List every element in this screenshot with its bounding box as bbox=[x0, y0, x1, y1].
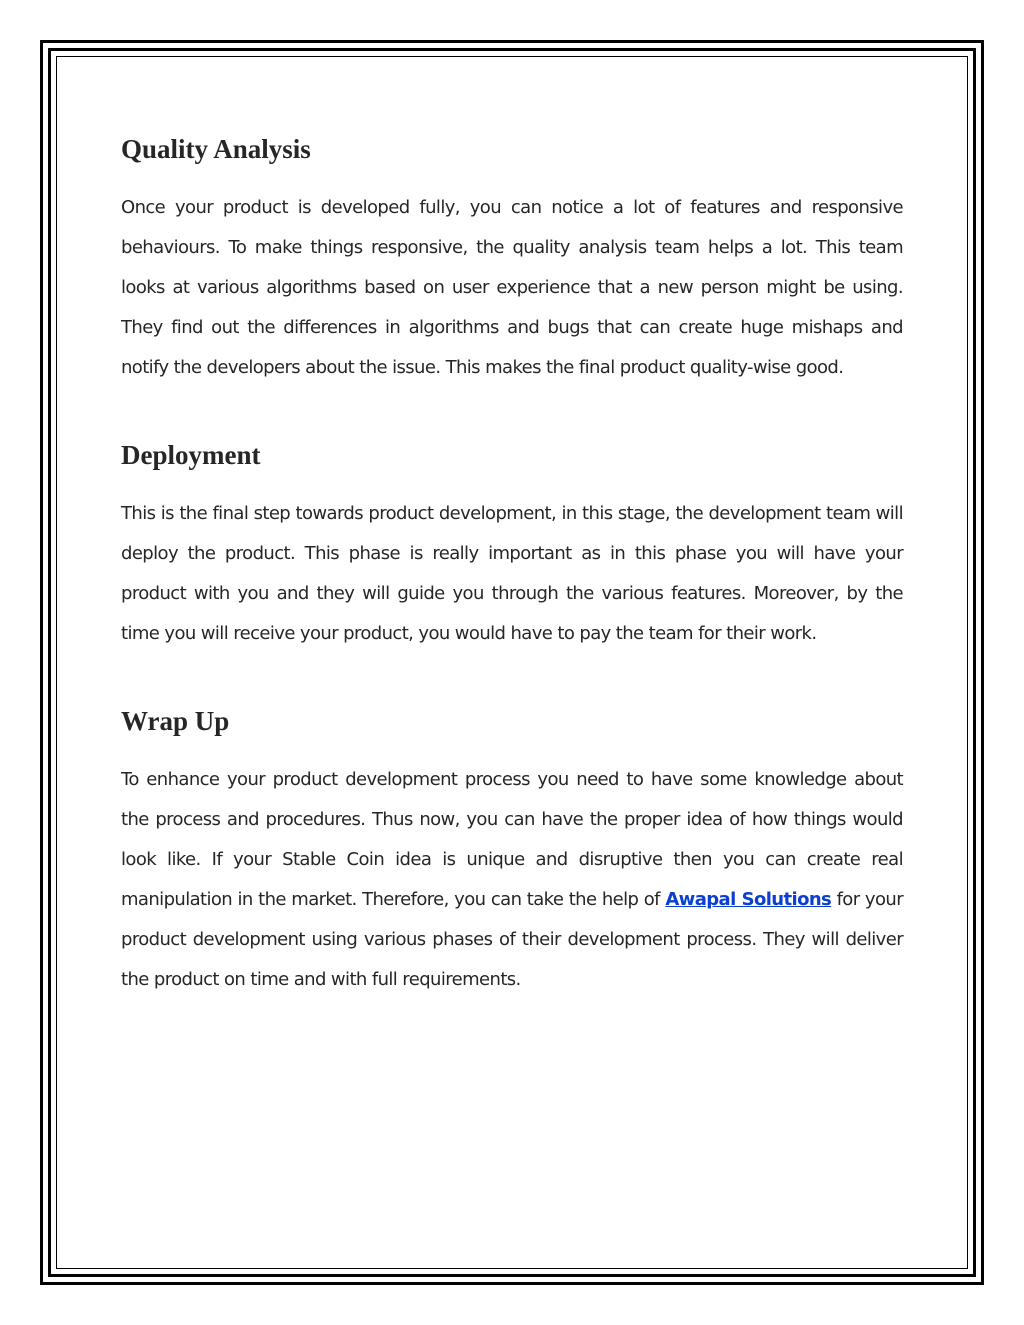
document-content bbox=[121, 130, 903, 1000]
wrap-up-text-before-link: To enhance your product development process you need to have some knowledge about the process and procedures. Thus now, you can have the proper idea of how things would look like. If your Stable Coin idea is unique and disruptive then you can create real manipulation in the market. Therefore, you can take the help of bbox=[121, 769, 903, 910]
heading-wrap-up: Wrap Up bbox=[121, 706, 230, 736]
paragraph-quality-analysis: Once your product is developed fully, you can notice a lot of features and responsive behaviours. To make things responsive, the quality analysis team helps a lot. This team looks at various algorithms based on user experience that a new person might be using. They find out the differences in algorithms and bugs that can create huge mishaps and notify the developers about the issue. This makes the final product quality-wise good. bbox=[121, 197, 903, 378]
heading-quality-analysis: Quality Analysis bbox=[121, 134, 311, 164]
heading-deployment: Deployment bbox=[121, 440, 261, 470]
wrap-up-text-after-link: for your product development using various phases of their development process. They will deliver the product on time and with full requirements. bbox=[121, 889, 903, 990]
paragraph-deployment: This is the final step towards product development, in this stage, the development team will deploy the product. This phase is really important as in this phase you will have your product with you and they will guide you through the various features. Moreover, by the time you will receive your product, you would have to pay the team for their work. bbox=[121, 503, 903, 644]
awapal-solutions-link[interactable]: Awapal Solutions bbox=[665, 889, 832, 910]
paragraph-wrap-up bbox=[121, 760, 903, 1000]
